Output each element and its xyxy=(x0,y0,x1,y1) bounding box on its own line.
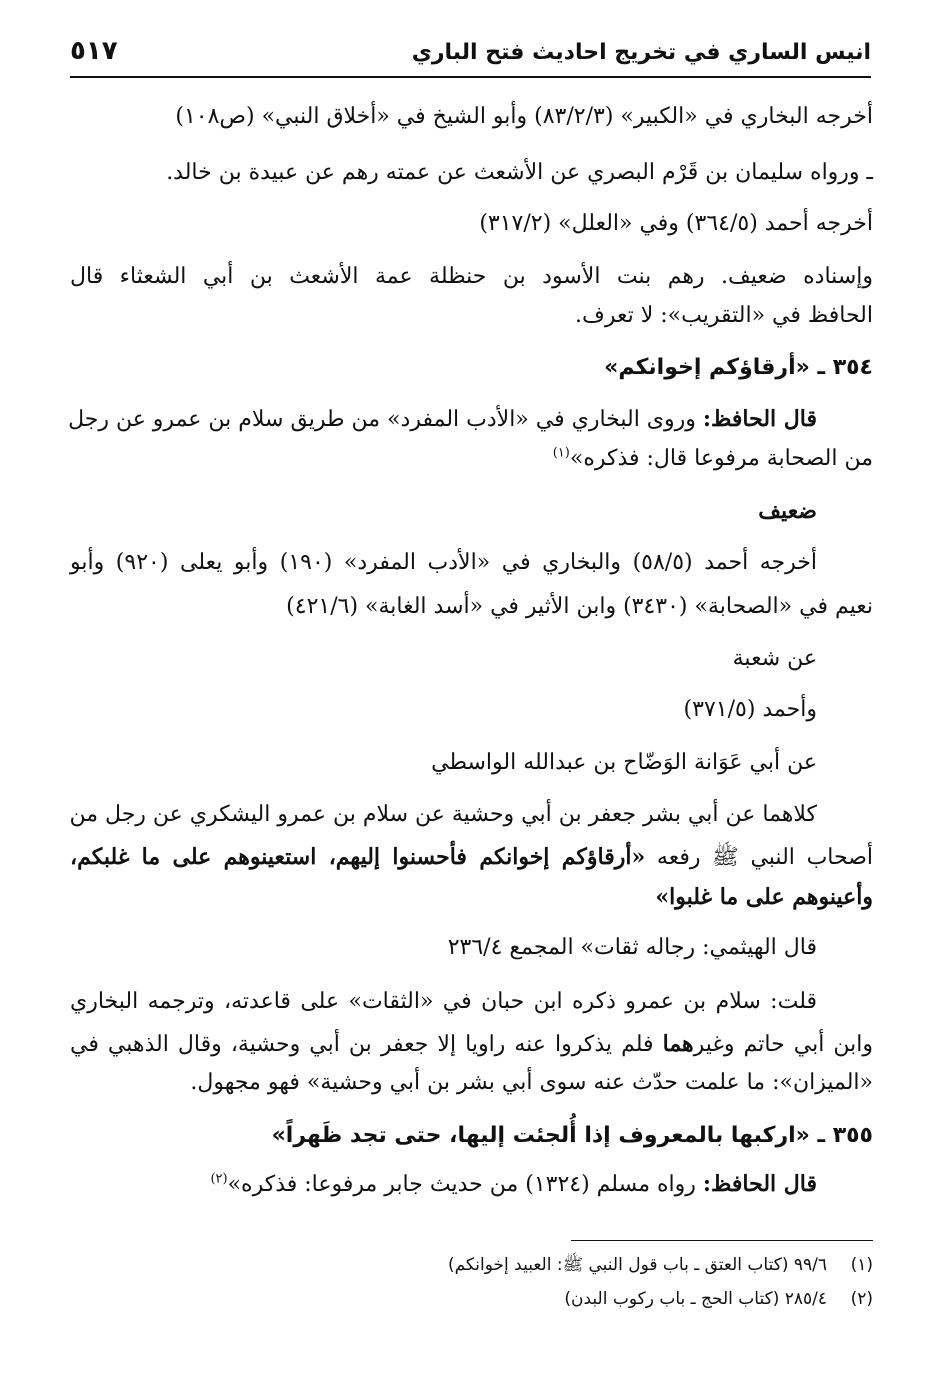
footnote-ref[interactable]: (٢) xyxy=(210,1171,228,1187)
text-line: أخرجه أحمد (٣٦٤/٥) وفي «العلل» (٣١٧/٢) xyxy=(479,211,873,236)
running-title: انيس الساري في تخريج احاديث فتح الباري xyxy=(411,40,871,65)
footnote-text: ٢٨٥/٤ (كتاب الحج ـ باب ركوب البدن) xyxy=(564,1289,827,1309)
text-span: رواه مسلم (١٣٢٤) من حديث جابر مرفوعا: فذكره» xyxy=(227,1172,703,1197)
hafiz-label: قال الحافظ: xyxy=(702,1171,817,1197)
text-line: أخرجه البخاري في «الكبير» (٨٣/٢/٣) وأبو الشيخ في «أخلاق النبي» (ص١٠٨) xyxy=(175,104,873,129)
text-line: ـ ورواه سليمان بن قَرْم البصري عن الأشعث عن عمته رهم عن عبيدة بن خالد. xyxy=(166,160,873,185)
text-line: قلت: سلام بن عمرو ذكره ابن حبان في «الثقات» على قاعدته، وترجمه البخاري xyxy=(70,989,817,1014)
text-line: عن أبي عَوَانة الوَضّاح بن عبدالله الواسطي xyxy=(431,750,817,775)
hadith-heading-355: ٣٥٥ ـ «اركبها بالمعروف إذا أُلجئت إليها، حتى تجد ظَهراً» xyxy=(271,1123,873,1148)
text-line: الحافظ في «التقريب»: لا تعرف. xyxy=(575,303,873,328)
text-span: من الصحابة مرفوعا قال: فذكره» xyxy=(569,446,873,471)
text-span: وروى البخاري في «الأدب المفرد» من طريق سلام بن عمرو عن رجل xyxy=(68,407,703,432)
footnote xyxy=(70,1287,873,1311)
text-span: وابن أبي حاتم وغير xyxy=(693,1032,873,1057)
page-number: ٥١٧ xyxy=(70,36,118,66)
text-line xyxy=(70,1169,817,1200)
text-line xyxy=(70,404,817,435)
text-line: أخرجه أحمد (٥٨/٥) والبخاري في «الأدب المفرد» (١٩٠) وأبو يعلى (٩٢٠) وأبو xyxy=(70,550,817,575)
page-header xyxy=(70,36,871,78)
text-line: وأحمد (٣٧١/٥) xyxy=(683,697,817,722)
text-line: قال الهيثمي: رجاله ثقات» المجمع ٢٣٦/٤ xyxy=(447,935,817,960)
footnote-number: (٢) xyxy=(850,1289,873,1309)
footnote-ref[interactable]: (١) xyxy=(552,445,570,461)
footnote-text: ٩٩/٦ (كتاب العتق ـ باب قول النبي ﷺ: العبيد إخوانكم) xyxy=(447,1255,827,1275)
text-line: كلاهما عن أبي بشر جعفر بن أبي وحشية عن سلام بن عمرو اليشكري عن رجل من xyxy=(69,802,817,827)
hadith-text: «أرقاؤكم إخوانكم فأحسنوا إليهم، استعينوهم على ما غلبكم، xyxy=(70,844,646,870)
grade-label: ضعيف xyxy=(758,498,817,524)
hafiz-label: قال الحافظ: xyxy=(702,406,817,432)
text-line xyxy=(70,1029,873,1060)
text-span: أصحاب النبي ﷺ رفعه xyxy=(645,845,873,870)
hadith-text: وأعينوهم على ما غلبوا» xyxy=(655,884,873,910)
text-span-bold: هما xyxy=(662,1031,694,1057)
text-line: عن شعبة xyxy=(732,646,817,671)
text-line: نعيم في «الصحابة» (٣٤٣٠) وابن الأثير في «أسد الغابة» (٤٢١/٦) xyxy=(286,594,873,619)
text-line xyxy=(70,842,873,873)
hadith-heading-354: ٣٥٤ ـ «أرقاؤكم إخوانكم» xyxy=(604,355,873,380)
text-line xyxy=(70,444,873,474)
footnote-separator xyxy=(571,1240,873,1241)
footnote xyxy=(70,1253,873,1277)
text-line: وإسناده ضعيف. رهم بنت الأسود بن حنظلة عمة الأشعث بن أبي الشعثاء قال xyxy=(70,264,873,289)
text-span: فلم يذكروا عنه راويا إلا جعفر بن أبي وحشية، وقال الذهبي في xyxy=(70,1032,663,1057)
text-line: «الميزان»: ما علمت حدّث عنه سوى أبي بشر بن أبي وحشية» فهو مجهول. xyxy=(190,1070,873,1095)
footnote-number: (١) xyxy=(850,1255,873,1275)
